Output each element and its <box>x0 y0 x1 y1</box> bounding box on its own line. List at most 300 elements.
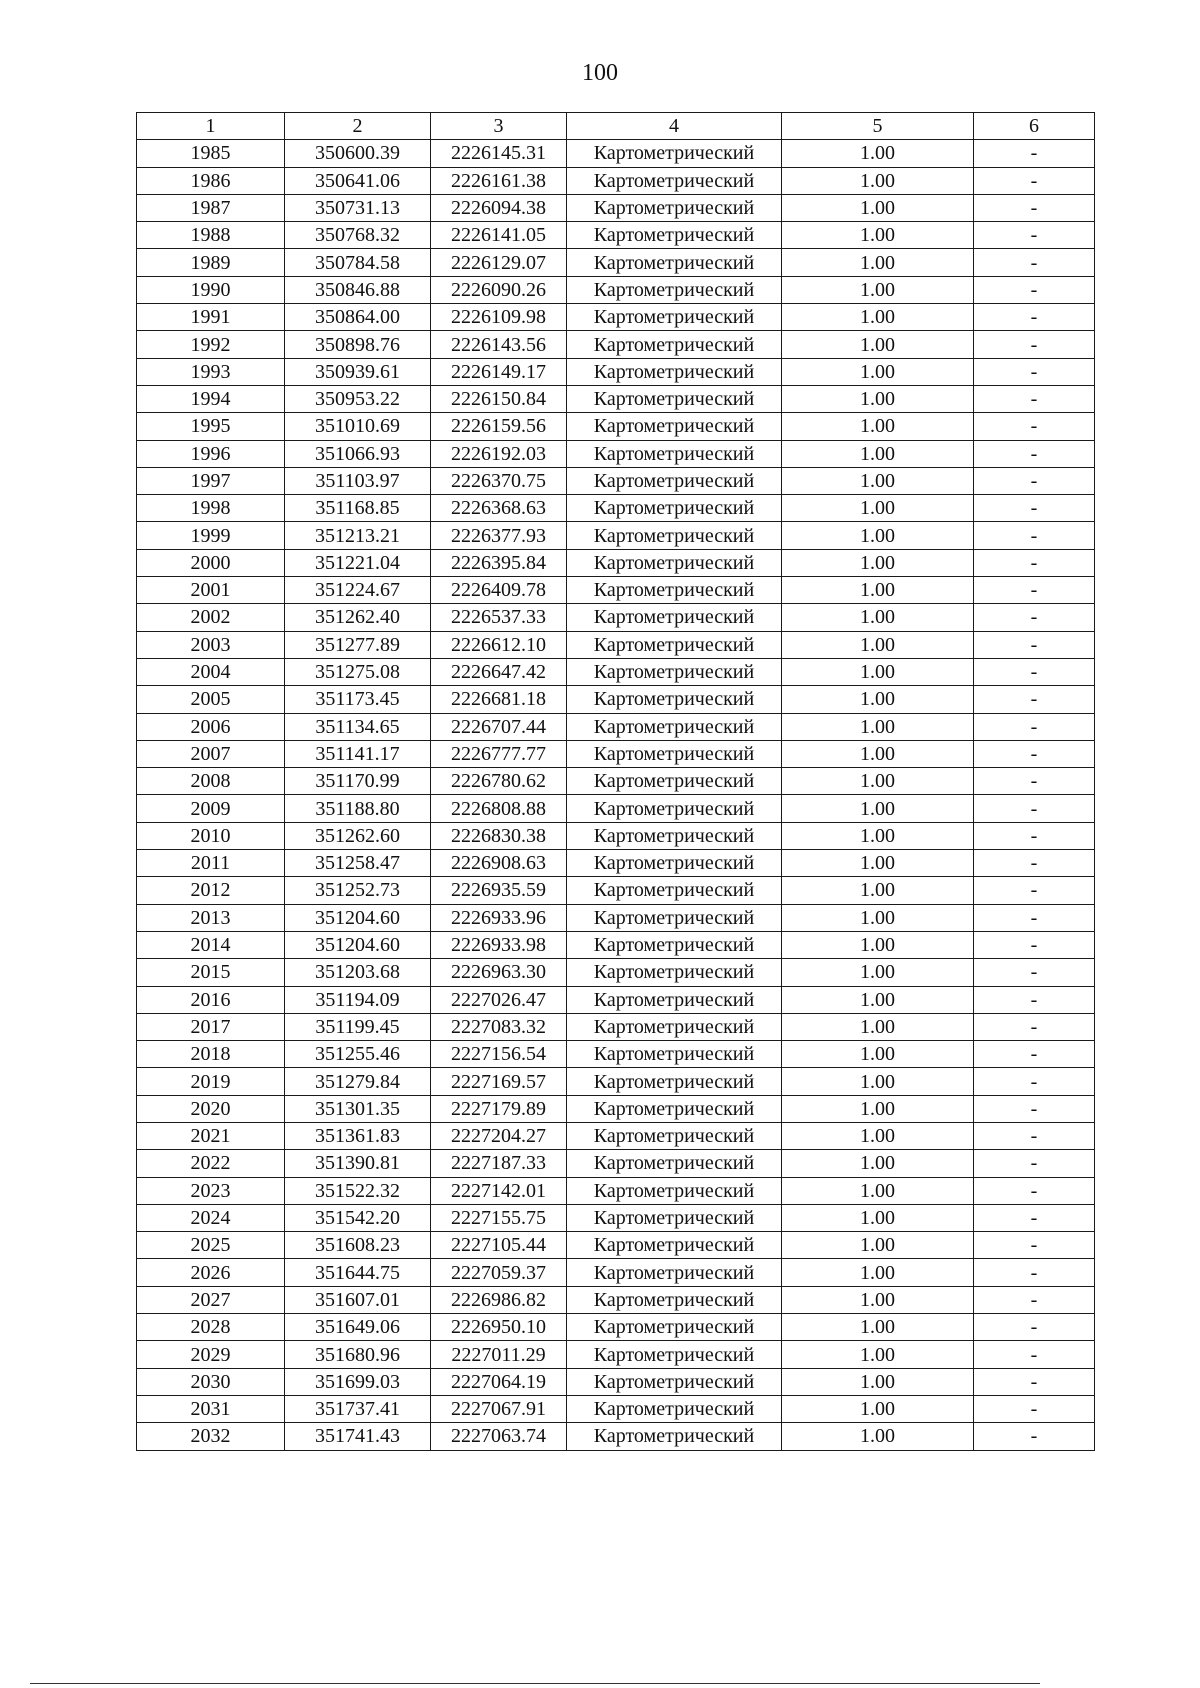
accuracy-cell: 1.00 <box>782 1122 974 1149</box>
method-cell: Картометрический <box>567 850 782 877</box>
point-number-cell: 2027 <box>137 1286 285 1313</box>
note-cell: - <box>974 1259 1095 1286</box>
x-coordinate-cell: 351168.85 <box>285 495 431 522</box>
y-coordinate-cell: 2226368.63 <box>431 495 567 522</box>
x-coordinate-cell: 351699.03 <box>285 1368 431 1395</box>
point-number-cell: 2012 <box>137 877 285 904</box>
note-cell: - <box>974 986 1095 1013</box>
note-cell: - <box>974 1232 1095 1259</box>
x-coordinate-cell: 351194.09 <box>285 986 431 1013</box>
table-row <box>137 495 1095 522</box>
y-coordinate-cell: 2226707.44 <box>431 713 567 740</box>
point-number-cell: 1985 <box>137 140 285 167</box>
note-cell: - <box>974 1013 1095 1040</box>
table-row <box>137 522 1095 549</box>
y-coordinate-cell: 2226159.56 <box>431 413 567 440</box>
method-cell: Картометрический <box>567 604 782 631</box>
point-number-cell: 2013 <box>137 904 285 931</box>
note-cell: - <box>974 413 1095 440</box>
accuracy-cell: 1.00 <box>782 413 974 440</box>
accuracy-cell: 1.00 <box>782 658 974 685</box>
point-number-cell: 1994 <box>137 385 285 412</box>
table-row <box>137 331 1095 358</box>
y-coordinate-cell: 2226145.31 <box>431 140 567 167</box>
point-number-cell: 2016 <box>137 986 285 1013</box>
table-row <box>137 467 1095 494</box>
point-number-cell: 2028 <box>137 1314 285 1341</box>
accuracy-cell: 1.00 <box>782 686 974 713</box>
accuracy-cell: 1.00 <box>782 331 974 358</box>
method-cell: Картометрический <box>567 304 782 331</box>
method-cell: Картометрический <box>567 822 782 849</box>
method-cell: Картометрический <box>567 768 782 795</box>
table-row <box>137 304 1095 331</box>
method-cell: Картометрический <box>567 986 782 1013</box>
method-cell: Картометрический <box>567 904 782 931</box>
accuracy-cell: 1.00 <box>782 1259 974 1286</box>
method-cell: Картометрический <box>567 1068 782 1095</box>
note-cell: - <box>974 604 1095 631</box>
x-coordinate-cell: 351680.96 <box>285 1341 431 1368</box>
method-cell: Картометрический <box>567 194 782 221</box>
x-coordinate-cell: 351252.73 <box>285 877 431 904</box>
accuracy-cell: 1.00 <box>782 358 974 385</box>
note-cell: - <box>974 795 1095 822</box>
y-coordinate-cell: 2226830.38 <box>431 822 567 849</box>
y-coordinate-cell: 2226377.93 <box>431 522 567 549</box>
point-number-cell: 1999 <box>137 522 285 549</box>
point-number-cell: 1997 <box>137 467 285 494</box>
point-number-cell: 2026 <box>137 1259 285 1286</box>
table-row <box>137 686 1095 713</box>
accuracy-cell: 1.00 <box>782 959 974 986</box>
y-coordinate-cell: 2227083.32 <box>431 1013 567 1040</box>
point-number-cell: 2019 <box>137 1068 285 1095</box>
table-row <box>137 1341 1095 1368</box>
y-coordinate-cell: 2226395.84 <box>431 549 567 576</box>
point-number-cell: 2031 <box>137 1395 285 1422</box>
y-coordinate-cell: 2226780.62 <box>431 768 567 795</box>
point-number-cell: 2018 <box>137 1041 285 1068</box>
note-cell: - <box>974 1122 1095 1149</box>
accuracy-cell: 1.00 <box>782 1150 974 1177</box>
note-cell: - <box>974 1150 1095 1177</box>
method-cell: Картометрический <box>567 931 782 958</box>
table-row <box>137 276 1095 303</box>
y-coordinate-cell: 2226409.78 <box>431 577 567 604</box>
point-number-cell: 2011 <box>137 850 285 877</box>
y-coordinate-cell: 2227059.37 <box>431 1259 567 1286</box>
accuracy-cell: 1.00 <box>782 522 974 549</box>
y-coordinate-cell: 2227179.89 <box>431 1095 567 1122</box>
column-header: 2 <box>285 113 431 140</box>
accuracy-cell: 1.00 <box>782 604 974 631</box>
point-number-cell: 1989 <box>137 249 285 276</box>
note-cell: - <box>974 904 1095 931</box>
note-cell: - <box>974 1095 1095 1122</box>
x-coordinate-cell: 351522.32 <box>285 1177 431 1204</box>
accuracy-cell: 1.00 <box>782 194 974 221</box>
table-row <box>137 1150 1095 1177</box>
x-coordinate-cell: 350846.88 <box>285 276 431 303</box>
note-cell: - <box>974 249 1095 276</box>
y-coordinate-cell: 2227142.01 <box>431 1177 567 1204</box>
method-cell: Картометрический <box>567 167 782 194</box>
method-cell: Картометрический <box>567 1122 782 1149</box>
method-cell: Картометрический <box>567 413 782 440</box>
y-coordinate-cell: 2227026.47 <box>431 986 567 1013</box>
y-coordinate-cell: 2226537.33 <box>431 604 567 631</box>
x-coordinate-cell: 351010.69 <box>285 413 431 440</box>
accuracy-cell: 1.00 <box>782 904 974 931</box>
y-coordinate-cell: 2226612.10 <box>431 631 567 658</box>
note-cell: - <box>974 1286 1095 1313</box>
table-row <box>137 1204 1095 1231</box>
point-number-cell: 2002 <box>137 604 285 631</box>
accuracy-cell: 1.00 <box>782 249 974 276</box>
y-coordinate-cell: 2226908.63 <box>431 850 567 877</box>
x-coordinate-cell: 351203.68 <box>285 959 431 986</box>
table-row <box>137 358 1095 385</box>
table-row <box>137 440 1095 467</box>
table-row <box>137 604 1095 631</box>
x-coordinate-cell: 351204.60 <box>285 931 431 958</box>
table-row <box>137 1232 1095 1259</box>
method-cell: Картометрический <box>567 658 782 685</box>
note-cell: - <box>974 1068 1095 1095</box>
table-row <box>137 1259 1095 1286</box>
x-coordinate-cell: 351262.60 <box>285 822 431 849</box>
column-header: 4 <box>567 113 782 140</box>
table-row <box>137 740 1095 767</box>
method-cell: Картометрический <box>567 1041 782 1068</box>
x-coordinate-cell: 350600.39 <box>285 140 431 167</box>
table-row <box>137 1286 1095 1313</box>
method-cell: Картометрический <box>567 1341 782 1368</box>
x-coordinate-cell: 351542.20 <box>285 1204 431 1231</box>
y-coordinate-cell: 2226963.30 <box>431 959 567 986</box>
method-cell: Картометрический <box>567 331 782 358</box>
note-cell: - <box>974 276 1095 303</box>
point-number-cell: 1995 <box>137 413 285 440</box>
y-coordinate-cell: 2226143.56 <box>431 331 567 358</box>
method-cell: Картометрический <box>567 1232 782 1259</box>
accuracy-cell: 1.00 <box>782 1368 974 1395</box>
x-coordinate-cell: 351213.21 <box>285 522 431 549</box>
table-row <box>137 877 1095 904</box>
table-row <box>137 658 1095 685</box>
accuracy-cell: 1.00 <box>782 986 974 1013</box>
table-row <box>137 959 1095 986</box>
accuracy-cell: 1.00 <box>782 877 974 904</box>
method-cell: Картометрический <box>567 1259 782 1286</box>
method-cell: Картометрический <box>567 276 782 303</box>
method-cell: Картометрический <box>567 467 782 494</box>
note-cell: - <box>974 549 1095 576</box>
table-row <box>137 713 1095 740</box>
accuracy-cell: 1.00 <box>782 222 974 249</box>
table-body <box>137 140 1095 1450</box>
note-cell: - <box>974 1314 1095 1341</box>
accuracy-cell: 1.00 <box>782 467 974 494</box>
y-coordinate-cell: 2227067.91 <box>431 1395 567 1422</box>
x-coordinate-cell: 351134.65 <box>285 713 431 740</box>
x-coordinate-cell: 350784.58 <box>285 249 431 276</box>
point-number-cell: 1993 <box>137 358 285 385</box>
y-coordinate-cell: 2226950.10 <box>431 1314 567 1341</box>
x-coordinate-cell: 351741.43 <box>285 1423 431 1450</box>
note-cell: - <box>974 222 1095 249</box>
accuracy-cell: 1.00 <box>782 1041 974 1068</box>
method-cell: Картометрический <box>567 795 782 822</box>
y-coordinate-cell: 2226141.05 <box>431 222 567 249</box>
method-cell: Картометрический <box>567 1095 782 1122</box>
accuracy-cell: 1.00 <box>782 931 974 958</box>
accuracy-cell: 1.00 <box>782 577 974 604</box>
point-number-cell: 1988 <box>137 222 285 249</box>
point-number-cell: 2014 <box>137 931 285 958</box>
table-header-row <box>137 113 1095 140</box>
x-coordinate-cell: 351390.81 <box>285 1150 431 1177</box>
accuracy-cell: 1.00 <box>782 140 974 167</box>
note-cell: - <box>974 577 1095 604</box>
note-cell: - <box>974 713 1095 740</box>
y-coordinate-cell: 2227011.29 <box>431 1341 567 1368</box>
method-cell: Картометрический <box>567 1150 782 1177</box>
x-coordinate-cell: 351279.84 <box>285 1068 431 1095</box>
method-cell: Картометрический <box>567 959 782 986</box>
table-row <box>137 931 1095 958</box>
table-row <box>137 1013 1095 1040</box>
point-number-cell: 1996 <box>137 440 285 467</box>
note-cell: - <box>974 495 1095 522</box>
table-row <box>137 631 1095 658</box>
x-coordinate-cell: 350731.13 <box>285 194 431 221</box>
method-cell: Картометрический <box>567 222 782 249</box>
accuracy-cell: 1.00 <box>782 1013 974 1040</box>
x-coordinate-cell: 351141.17 <box>285 740 431 767</box>
point-number-cell: 2017 <box>137 1013 285 1040</box>
point-number-cell: 1998 <box>137 495 285 522</box>
accuracy-cell: 1.00 <box>782 167 974 194</box>
y-coordinate-cell: 2226109.98 <box>431 304 567 331</box>
x-coordinate-cell: 351170.99 <box>285 768 431 795</box>
method-cell: Картометрический <box>567 740 782 767</box>
method-cell: Картометрический <box>567 358 782 385</box>
note-cell: - <box>974 822 1095 849</box>
method-cell: Картометрический <box>567 1314 782 1341</box>
accuracy-cell: 1.00 <box>782 549 974 576</box>
accuracy-cell: 1.00 <box>782 740 974 767</box>
x-coordinate-cell: 351607.01 <box>285 1286 431 1313</box>
note-cell: - <box>974 631 1095 658</box>
method-cell: Картометрический <box>567 385 782 412</box>
bottom-divider <box>30 1683 1040 1684</box>
accuracy-cell: 1.00 <box>782 768 974 795</box>
point-number-cell: 2006 <box>137 713 285 740</box>
method-cell: Картометрический <box>567 713 782 740</box>
method-cell: Картометрический <box>567 577 782 604</box>
point-number-cell: 2004 <box>137 658 285 685</box>
x-coordinate-cell: 351275.08 <box>285 658 431 685</box>
table-row <box>137 140 1095 167</box>
y-coordinate-cell: 2227155.75 <box>431 1204 567 1231</box>
point-number-cell: 2023 <box>137 1177 285 1204</box>
y-coordinate-cell: 2227156.54 <box>431 1041 567 1068</box>
y-coordinate-cell: 2226090.26 <box>431 276 567 303</box>
note-cell: - <box>974 194 1095 221</box>
point-number-cell: 1986 <box>137 167 285 194</box>
table-row <box>137 549 1095 576</box>
point-number-cell: 1992 <box>137 331 285 358</box>
y-coordinate-cell: 2227187.33 <box>431 1150 567 1177</box>
x-coordinate-cell: 351258.47 <box>285 850 431 877</box>
table-row <box>137 1395 1095 1422</box>
note-cell: - <box>974 1341 1095 1368</box>
note-cell: - <box>974 768 1095 795</box>
point-number-cell: 2007 <box>137 740 285 767</box>
method-cell: Картометрический <box>567 1013 782 1040</box>
point-number-cell: 2008 <box>137 768 285 795</box>
y-coordinate-cell: 2227063.74 <box>431 1423 567 1450</box>
method-cell: Картометрический <box>567 440 782 467</box>
accuracy-cell: 1.00 <box>782 822 974 849</box>
table-row <box>137 986 1095 1013</box>
x-coordinate-cell: 351301.35 <box>285 1095 431 1122</box>
y-coordinate-cell: 2226933.98 <box>431 931 567 958</box>
method-cell: Картометрический <box>567 1286 782 1313</box>
x-coordinate-cell: 351649.06 <box>285 1314 431 1341</box>
y-coordinate-cell: 2226161.38 <box>431 167 567 194</box>
x-coordinate-cell: 351221.04 <box>285 549 431 576</box>
note-cell: - <box>974 1368 1095 1395</box>
note-cell: - <box>974 931 1095 958</box>
point-number-cell: 2020 <box>137 1095 285 1122</box>
table-row <box>137 1314 1095 1341</box>
accuracy-cell: 1.00 <box>782 1095 974 1122</box>
table-row <box>137 1177 1095 1204</box>
note-cell: - <box>974 1204 1095 1231</box>
x-coordinate-cell: 351066.93 <box>285 440 431 467</box>
x-coordinate-cell: 351188.80 <box>285 795 431 822</box>
y-coordinate-cell: 2227204.27 <box>431 1122 567 1149</box>
point-number-cell: 2032 <box>137 1423 285 1450</box>
method-cell: Картометрический <box>567 686 782 713</box>
y-coordinate-cell: 2226150.84 <box>431 385 567 412</box>
note-cell: - <box>974 358 1095 385</box>
x-coordinate-cell: 350898.76 <box>285 331 431 358</box>
note-cell: - <box>974 140 1095 167</box>
y-coordinate-cell: 2226647.42 <box>431 658 567 685</box>
accuracy-cell: 1.00 <box>782 1286 974 1313</box>
accuracy-cell: 1.00 <box>782 1068 974 1095</box>
point-number-cell: 2030 <box>137 1368 285 1395</box>
accuracy-cell: 1.00 <box>782 1204 974 1231</box>
y-coordinate-cell: 2226986.82 <box>431 1286 567 1313</box>
note-cell: - <box>974 440 1095 467</box>
note-cell: - <box>974 1395 1095 1422</box>
point-number-cell: 2001 <box>137 577 285 604</box>
point-number-cell: 2024 <box>137 1204 285 1231</box>
point-number-cell: 2029 <box>137 1341 285 1368</box>
point-number-cell: 2021 <box>137 1122 285 1149</box>
table-row <box>137 385 1095 412</box>
y-coordinate-cell: 2226149.17 <box>431 358 567 385</box>
note-cell: - <box>974 1041 1095 1068</box>
table-row <box>137 904 1095 931</box>
note-cell: - <box>974 385 1095 412</box>
note-cell: - <box>974 877 1095 904</box>
point-number-cell: 2025 <box>137 1232 285 1259</box>
x-coordinate-cell: 351173.45 <box>285 686 431 713</box>
point-number-cell: 2009 <box>137 795 285 822</box>
page-number: 100 <box>582 60 618 86</box>
x-coordinate-cell: 350641.06 <box>285 167 431 194</box>
note-cell: - <box>974 850 1095 877</box>
point-number-cell: 2005 <box>137 686 285 713</box>
x-coordinate-cell: 351644.75 <box>285 1259 431 1286</box>
y-coordinate-cell: 2226129.07 <box>431 249 567 276</box>
table-row <box>137 768 1095 795</box>
y-coordinate-cell: 2226933.96 <box>431 904 567 931</box>
accuracy-cell: 1.00 <box>782 1232 974 1259</box>
x-coordinate-cell: 351224.67 <box>285 577 431 604</box>
x-coordinate-cell: 351199.45 <box>285 1013 431 1040</box>
accuracy-cell: 1.00 <box>782 631 974 658</box>
column-header: 5 <box>782 113 974 140</box>
accuracy-cell: 1.00 <box>782 1395 974 1422</box>
accuracy-cell: 1.00 <box>782 495 974 522</box>
y-coordinate-cell: 2227064.19 <box>431 1368 567 1395</box>
column-header: 6 <box>974 113 1095 140</box>
accuracy-cell: 1.00 <box>782 850 974 877</box>
method-cell: Картометрический <box>567 1177 782 1204</box>
point-number-cell: 2022 <box>137 1150 285 1177</box>
accuracy-cell: 1.00 <box>782 304 974 331</box>
method-cell: Картометрический <box>567 1204 782 1231</box>
note-cell: - <box>974 167 1095 194</box>
x-coordinate-cell: 351204.60 <box>285 904 431 931</box>
table-row <box>137 850 1095 877</box>
method-cell: Картометрический <box>567 522 782 549</box>
point-number-cell: 2003 <box>137 631 285 658</box>
accuracy-cell: 1.00 <box>782 1423 974 1450</box>
accuracy-cell: 1.00 <box>782 1177 974 1204</box>
method-cell: Картометрический <box>567 140 782 167</box>
point-number-cell: 1987 <box>137 194 285 221</box>
x-coordinate-cell: 351277.89 <box>285 631 431 658</box>
point-number-cell: 2000 <box>137 549 285 576</box>
method-cell: Картометрический <box>567 1395 782 1422</box>
note-cell: - <box>974 304 1095 331</box>
accuracy-cell: 1.00 <box>782 276 974 303</box>
table-row <box>137 222 1095 249</box>
table-row <box>137 167 1095 194</box>
table-row <box>137 1041 1095 1068</box>
y-coordinate-cell: 2226681.18 <box>431 686 567 713</box>
coordinates-table <box>136 112 1095 1451</box>
y-coordinate-cell: 2226192.03 <box>431 440 567 467</box>
accuracy-cell: 1.00 <box>782 440 974 467</box>
table-row <box>137 577 1095 604</box>
method-cell: Картометрический <box>567 631 782 658</box>
x-coordinate-cell: 351255.46 <box>285 1041 431 1068</box>
x-coordinate-cell: 351262.40 <box>285 604 431 631</box>
y-coordinate-cell: 2226094.38 <box>431 194 567 221</box>
table-row <box>137 1368 1095 1395</box>
note-cell: - <box>974 740 1095 767</box>
point-number-cell: 2010 <box>137 822 285 849</box>
